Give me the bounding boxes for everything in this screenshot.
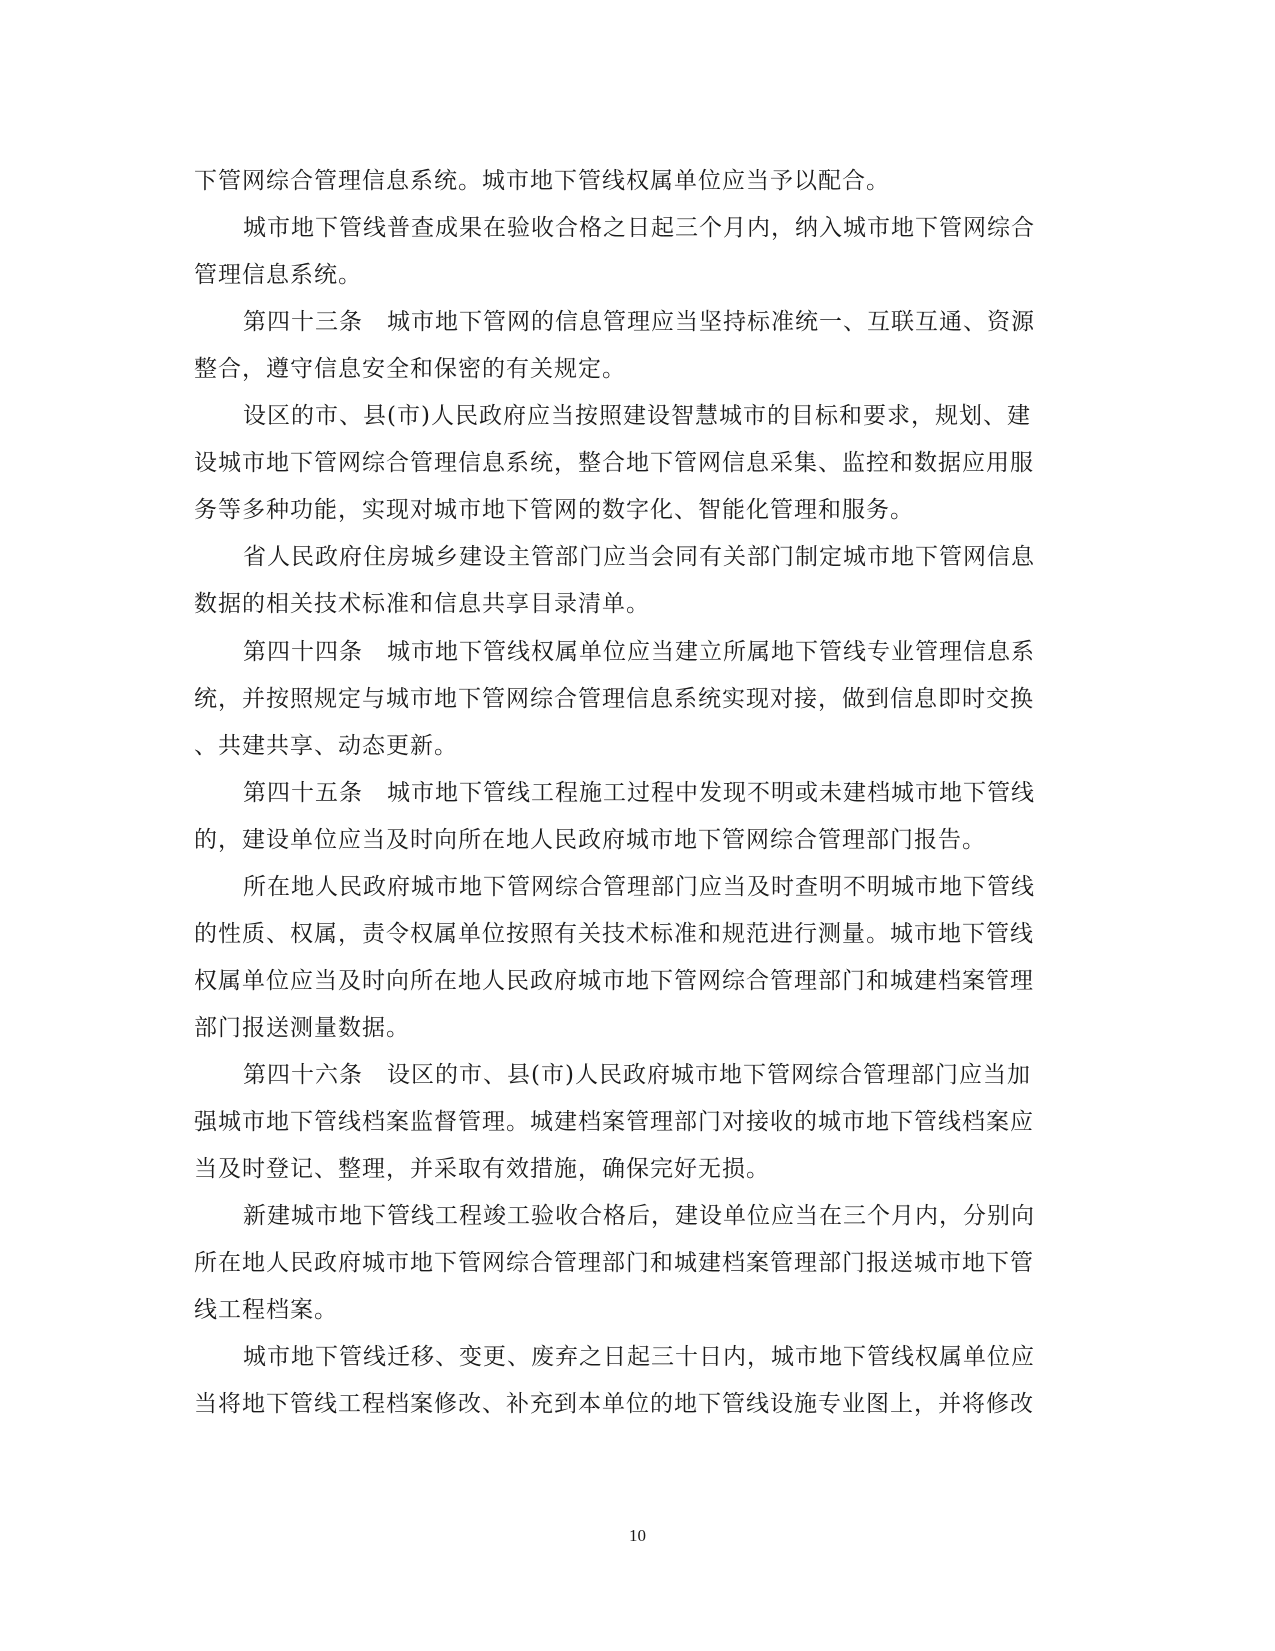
text-line: 下管网综合管理信息系统。城市地下管线权属单位应当予以配合。 (194, 168, 890, 194)
text-line: 强城市地下管线档案监督管理。城建档案管理部门对接收的城市地下管线档案应 (194, 1109, 1034, 1135)
text-line: 城市地下管线普查成果在验收合格之日起三个月内，纳入城市地下管网综合 (243, 215, 1035, 241)
text-line: 新建城市地下管线工程竣工验收合格后，建设单位应当在三个月内，分别向 (243, 1203, 1035, 1229)
text-line: 城市地下管线迁移、变更、废弃之日起三十日内，城市地下管线权属单位应 (243, 1344, 1035, 1370)
text-line: 设城市地下管网综合管理信息系统，整合地下管网信息采集、监控和数据应用服 (194, 450, 1034, 476)
text-line: 权属单位应当及时向所在地人民政府城市地下管网综合管理部门和城建档案管理 (194, 968, 1034, 994)
text-line: 数据的相关技术标准和信息共享目录清单。 (194, 591, 650, 617)
text-line: 、共建共享、动态更新。 (194, 733, 458, 759)
text-line: 管理信息系统。 (194, 262, 362, 288)
text-line: 的，建设单位应当及时向所在地人民政府城市地下管网综合管理部门报告。 (194, 827, 986, 853)
text-line: 线工程档案。 (194, 1297, 338, 1323)
text-line: 省人民政府住房城乡建设主管部门应当会同有关部门制定城市地下管网信息 (243, 544, 1035, 570)
text-line: 第四十四条 城市地下管线权属单位应当建立所属地下管线专业管理信息系 (243, 639, 1035, 665)
text-line: 整合，遵守信息安全和保密的有关规定。 (194, 356, 626, 382)
text-line: 设区的市、县(市)人民政府应当按照建设智慧城市的目标和要求，规划、建 (243, 403, 1031, 429)
text-line: 部门报送测量数据。 (194, 1015, 410, 1041)
text-line: 第四十六条 设区的市、县(市)人民政府城市地下管网综合管理部门应当加 (243, 1062, 1031, 1088)
text-line: 统，并按照规定与城市地下管网综合管理信息系统实现对接，做到信息即时交换 (194, 686, 1034, 712)
text-line: 所在地人民政府城市地下管网综合管理部门和城建档案管理部门报送城市地下管 (194, 1250, 1034, 1276)
text-line: 第四十五条 城市地下管线工程施工过程中发现不明或未建档城市地下管线 (243, 780, 1035, 806)
page-number: 10 (629, 1526, 646, 1545)
text-line: 所在地人民政府城市地下管网综合管理部门应当及时查明不明城市地下管线 (243, 874, 1035, 900)
text-line: 当将地下管线工程档案修改、补充到本单位的地下管线设施专业图上，并将修改 (194, 1391, 1034, 1417)
text-line: 务等多种功能，实现对城市地下管网的数字化、智能化管理和服务。 (194, 497, 914, 523)
text-line: 的性质、权属，责令权属单位按照有关技术标准和规范进行测量。城市地下管线 (194, 921, 1034, 947)
text-line: 当及时登记、整理，并采取有效措施，确保完好无损。 (194, 1156, 770, 1182)
text-line: 第四十三条 城市地下管网的信息管理应当坚持标准统一、互联互通、资源 (243, 309, 1035, 335)
